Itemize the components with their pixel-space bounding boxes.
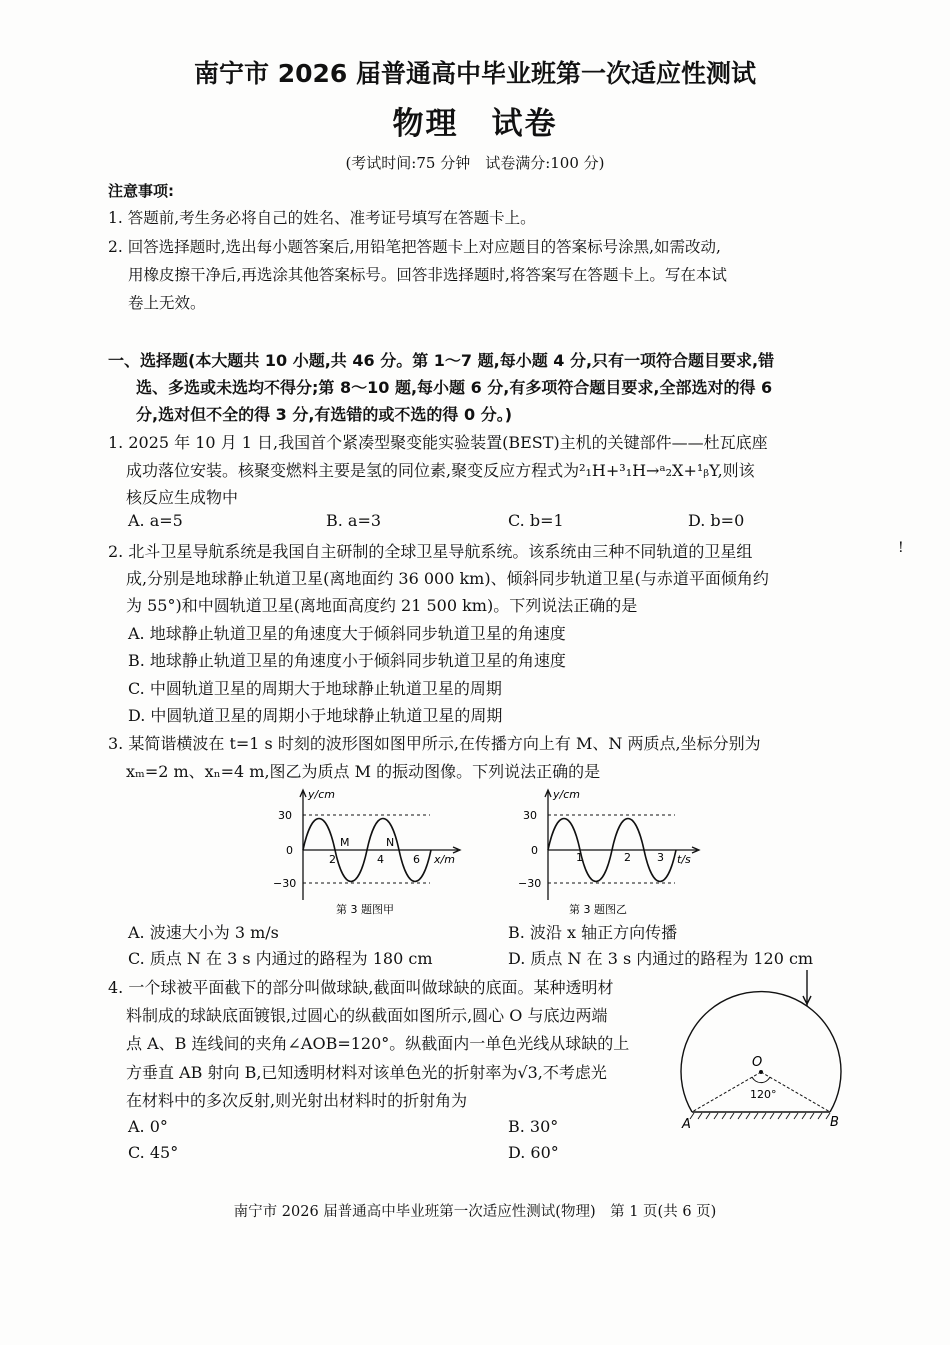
q2-option-c: C. 中圆轨道卫星的周期大于地球静止轨道卫星的周期 (128, 679, 502, 698)
q2-option-a: A. 地球静止轨道卫星的角速度大于倾斜同步轨道卫星的角速度 (128, 624, 566, 643)
note-2-line-1: 2. 回答选择题时,选出每小题答案后,用铅笔把答题卡上对应题目的答案标号涂黑,如需改动, (108, 238, 721, 256)
fig2-tick-1: 1 (576, 851, 583, 864)
q3-option-c: C. 质点 N 在 3 s 内通过的路程为 180 cm (128, 949, 433, 968)
fig2-caption: 第 3 题图乙 (569, 903, 627, 916)
fig1-y-zero: 0 (286, 844, 293, 857)
q2-option-b: B. 地球静止轨道卫星的角速度小于倾斜同步轨道卫星的角速度 (128, 651, 566, 670)
q2-option-d: D. 中圆轨道卫星的周期小于地球静止轨道卫星的周期 (128, 706, 503, 725)
section-1-line-3: 分,选对但不全的得 3 分,有选错的或不选的得 0 分。) (136, 405, 513, 424)
q1-option-d: D. b=0 (688, 511, 745, 530)
q1-line-2: 成功落位安装。核聚变燃料主要是氢的同位素,聚变反应方程式为²₁H+³₁H→ᵃ₂X+¹ᵦY,则该 (126, 461, 755, 480)
notes-heading: 注意事项: (108, 182, 174, 200)
fig2-xlabel: t/s (677, 853, 691, 866)
label-b: B (830, 1115, 839, 1130)
q4-option-a: A. 0° (128, 1117, 168, 1136)
q3-option-a: A. 波速大小为 3 m/s (128, 923, 279, 942)
page-footer: 南宁市 2026 届普通高中毕业班第一次适应性测试(物理) 第 1 页(共 6 页) (233, 1204, 717, 1220)
note-1: 1. 答题前,考生务必将自己的姓名、准考证号填写在答题卡上。 (108, 209, 536, 227)
section-1-line-2: 选、多选或未选均不得分;第 8～10 题,每小题 6 分,有多项符合题目要求,全部选对的得 6 (136, 378, 773, 397)
center-dot (759, 1070, 763, 1074)
q3-option-d: D. 质点 N 在 3 s 内通过的路程为 120 cm (508, 949, 814, 968)
q4-option-d: D. 60° (508, 1143, 559, 1162)
q3-line-1: 3. 某简谐横波在 t=1 s 时刻的波形图如图甲所示,在传播方向上有 M、N 两质点,坐标分别为 (108, 734, 761, 753)
fig2-tick-2: 2 (624, 851, 631, 864)
fig1-ylabel: y/cm (308, 788, 335, 801)
fig1-caption: 第 3 题图甲 (336, 903, 394, 916)
spherical-cap-figure (680, 962, 850, 1134)
fig2-tick-3: 3 (657, 851, 664, 864)
fig1-tick-6: 6 (413, 853, 420, 866)
note-2-line-2: 用橡皮擦干净后,再选涂其他答案标号。回答非选择题时,将答案写在答题卡上。写在本试 (128, 266, 727, 284)
q4-line-2: 料制成的球缺底面镀银,过圆心的纵截面如图所示,圆心 O 与底边两端 (126, 1006, 608, 1025)
section-1-line-1: 一、选择题(本大题共 10 小题,共 46 分。第 1～7 题,每小题 4 分,只有一项符合题目要求,错 (108, 351, 775, 370)
wave-graph-figure (270, 782, 470, 920)
exam-title: 南宁市 2026 届普通高中毕业班第一次适应性测试 (194, 59, 756, 88)
fig2-y-zero: 0 (531, 844, 538, 857)
q4-option-b: B. 30° (508, 1117, 559, 1136)
q1-line-3: 核反应生成物中 (126, 488, 239, 507)
note-2-line-3: 卷上无效。 (128, 294, 206, 312)
q2-line-2: 成,分别是地球静止轨道卫星(离地面约 36 000 km)、倾斜同步轨道卫星(与赤道平面倾角约 (126, 569, 769, 588)
label-o: O (752, 1055, 763, 1070)
point-m-label: M (340, 836, 350, 849)
q3-line-2: xₘ=2 m、xₙ=4 m,图乙为质点 M 的振动图像。下列说法正确的是 (126, 762, 601, 781)
subject-title: 物理 试卷 (392, 106, 558, 142)
angle-label: 120° (750, 1088, 777, 1101)
q4-option-c: C. 45° (128, 1143, 179, 1162)
fig1-y-top: 30 (278, 809, 292, 822)
q4-line-1: 4. 一个球被平面截下的部分叫做球缺,截面叫做球缺的底面。某种透明材 (108, 978, 614, 997)
fig1-tick-4: 4 (377, 853, 384, 866)
q4-line-5: 在材料中的多次反射,则光射出材料时的折射角为 (126, 1091, 468, 1110)
q3-option-b: B. 波沿 x 轴正方向传播 (508, 923, 678, 942)
point-n-label: N (386, 836, 395, 849)
fig2-y-bottom: −30 (518, 877, 542, 890)
label-a: A (682, 1117, 691, 1132)
mirror-hatch (690, 1113, 830, 1119)
fig1-xlabel: x/m (434, 853, 455, 866)
q1-line-1: 1. 2025 年 10 月 1 日,我国首个紧凑型聚变能实验装置(BEST)主机的关键部件——杜瓦底座 (108, 433, 768, 452)
fig1-tick-2: 2 (329, 853, 336, 866)
q2-line-1: 2. 北斗卫星导航系统是我国自主研制的全球卫星导航系统。该系统由三种不同轨道的卫星组 (108, 542, 753, 561)
exam-info: (考试时间:75 分钟 试卷满分:100 分) (345, 154, 605, 172)
vibration-graph-figure (515, 782, 715, 920)
fig1-y-bottom: −30 (273, 877, 297, 890)
q1-option-a: A. a=5 (128, 511, 183, 530)
q4-line-3: 点 A、B 连线间的夹角∠AOB=120°。纵截面内一单色光线从球缺的上 (126, 1034, 630, 1053)
q4-line-4: 方垂直 AB 射向 B,已知透明材料对该单色光的折射率为√3,不考虑光 (126, 1063, 607, 1082)
q2-line-3: 为 55°)和中圆轨道卫星(离地面高度约 21 500 km)。下列说法正确的是 (126, 596, 638, 615)
fig2-y-top: 30 (523, 809, 537, 822)
margin-mark: ! (898, 540, 904, 556)
fig2-ylabel: y/cm (553, 788, 580, 801)
angle-arc (752, 1077, 770, 1083)
q1-option-c: C. b=1 (508, 511, 564, 530)
q1-option-b: B. a=3 (326, 511, 382, 530)
